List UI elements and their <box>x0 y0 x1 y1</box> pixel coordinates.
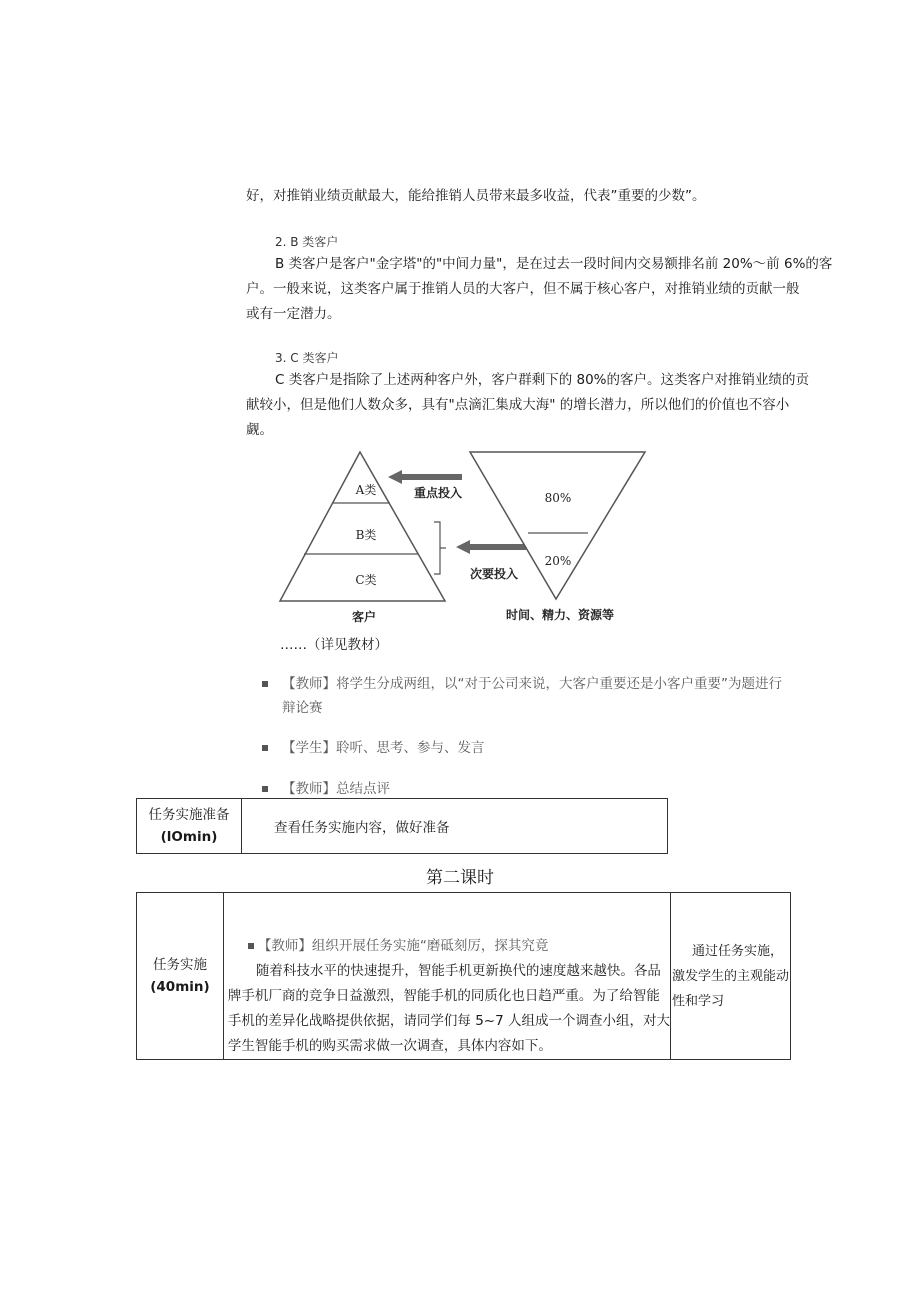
impl-label-line2: (40min) <box>150 979 210 995</box>
bullet-line: 【教师】总结点评 <box>282 781 390 797</box>
pyramid-label: 客户 <box>351 610 377 624</box>
customer-pyramid-diagram <box>270 444 660 629</box>
prep-table <box>136 798 668 854</box>
impl-goal-line: 激发学生的主观能动 <box>671 969 789 984</box>
impl-body-line: 随着科技水平的快速提升，智能手机更新换代的速度越来越快。各品 <box>255 963 661 979</box>
pyramid-level-a: A类 <box>355 483 377 497</box>
impl-goal-line: 性和学习 <box>671 994 724 1009</box>
arrow-left-top-icon <box>388 470 462 484</box>
impl-label-line1: 任务实施 <box>152 957 207 973</box>
bullet-line: 辩论赛 <box>282 700 323 716</box>
arrow-bottom-label: 次要投入 <box>469 567 519 581</box>
second-lesson-title: 第二课时 <box>426 868 494 888</box>
arrow-left-bottom-icon <box>456 540 526 554</box>
section-b-line-2: 户。一般来说，这类客户属于推销人员的大客户，但不属于核心客户，对推销业绩的贡献一般 <box>246 281 800 297</box>
square-bullet-icon <box>248 943 254 949</box>
prep-label-line2: (lOmin) <box>160 829 218 845</box>
bracket-shape <box>434 522 446 574</box>
prep-label-cell <box>137 799 242 854</box>
impl-goal-cell <box>670 893 790 1060</box>
prep-label-line1: 任务实施准备 <box>148 807 230 823</box>
impl-body-line: 牌手机厂商的竞争日益激烈，智能手机的同质化也日趋严重。为了给智能 <box>227 988 660 1004</box>
prep-content: 查看任务实施内容，做好准备 <box>274 820 450 836</box>
section-b-heading: 2. B 类客户 <box>275 235 339 249</box>
funnel-level-bottom: 20% <box>544 554 572 568</box>
impl-bullet <box>224 934 670 959</box>
square-bullet-icon <box>262 786 268 792</box>
arrow-top-label: 重点投入 <box>413 486 463 500</box>
impl-content-cell <box>223 893 670 1060</box>
impl-goal-line: 通过任务实施， <box>691 944 783 959</box>
impl-label-cell <box>137 893 224 1060</box>
square-bullet-icon <box>262 681 268 687</box>
paragraph-a-tail: 好，对推销业绩贡献最大，能给推销人员带来最多收益，代表”重要的少数”。 <box>246 188 706 204</box>
implementation-table <box>136 892 791 1060</box>
bullet-line: 【学生】聆听、思考、参与、发言 <box>282 740 485 756</box>
section-c-line-1: C 类客户是指除了上述两种客户外，客户群剩下的 80%的客户。这类客户对推销业绩的贡 <box>275 372 810 388</box>
impl-body-line: 学生智能手机的购买需求做一次调查，具体内容如下。 <box>227 1038 552 1054</box>
bullet-line: 【教师】将学生分成两组，以“对于公司来说，大客户重要还是小客户重要”为题进行 <box>282 676 782 692</box>
section-c-line-2: 献较小，但是他们人数众多，具有"点滴汇集成大海" 的增长潜力，所以他们的价值也不容小 <box>246 397 790 413</box>
section-b-line-3: 或有一定潜力。 <box>246 306 341 322</box>
section-b-line-1: B 类客户是客户"金字塔"的"中间力量"，是在过去一段时间内交易额排名前 20%～前 6%的客 <box>275 256 833 272</box>
see-textbook-note: ……（详见教材） <box>280 637 388 653</box>
section-c-heading: 3. C 类客户 <box>275 351 339 365</box>
funnel-label: 时间、精力、资源等 <box>505 608 615 622</box>
section-c-line-3: 觑。 <box>246 422 273 438</box>
pyramid-level-c: C类 <box>355 573 377 587</box>
prep-content-cell <box>242 799 668 854</box>
impl-body-line: 手机的差异化战略提供依据，请同学们每 5~7 人组成一个调查小组，对大 <box>227 1013 670 1029</box>
impl-bullet-text: 【教师】组织开展任务实施“磨砥刻厉，探其究竟 <box>257 938 549 954</box>
pyramid-level-b: B类 <box>355 528 377 542</box>
funnel-level-top: 80% <box>544 491 572 505</box>
square-bullet-icon <box>262 745 268 751</box>
